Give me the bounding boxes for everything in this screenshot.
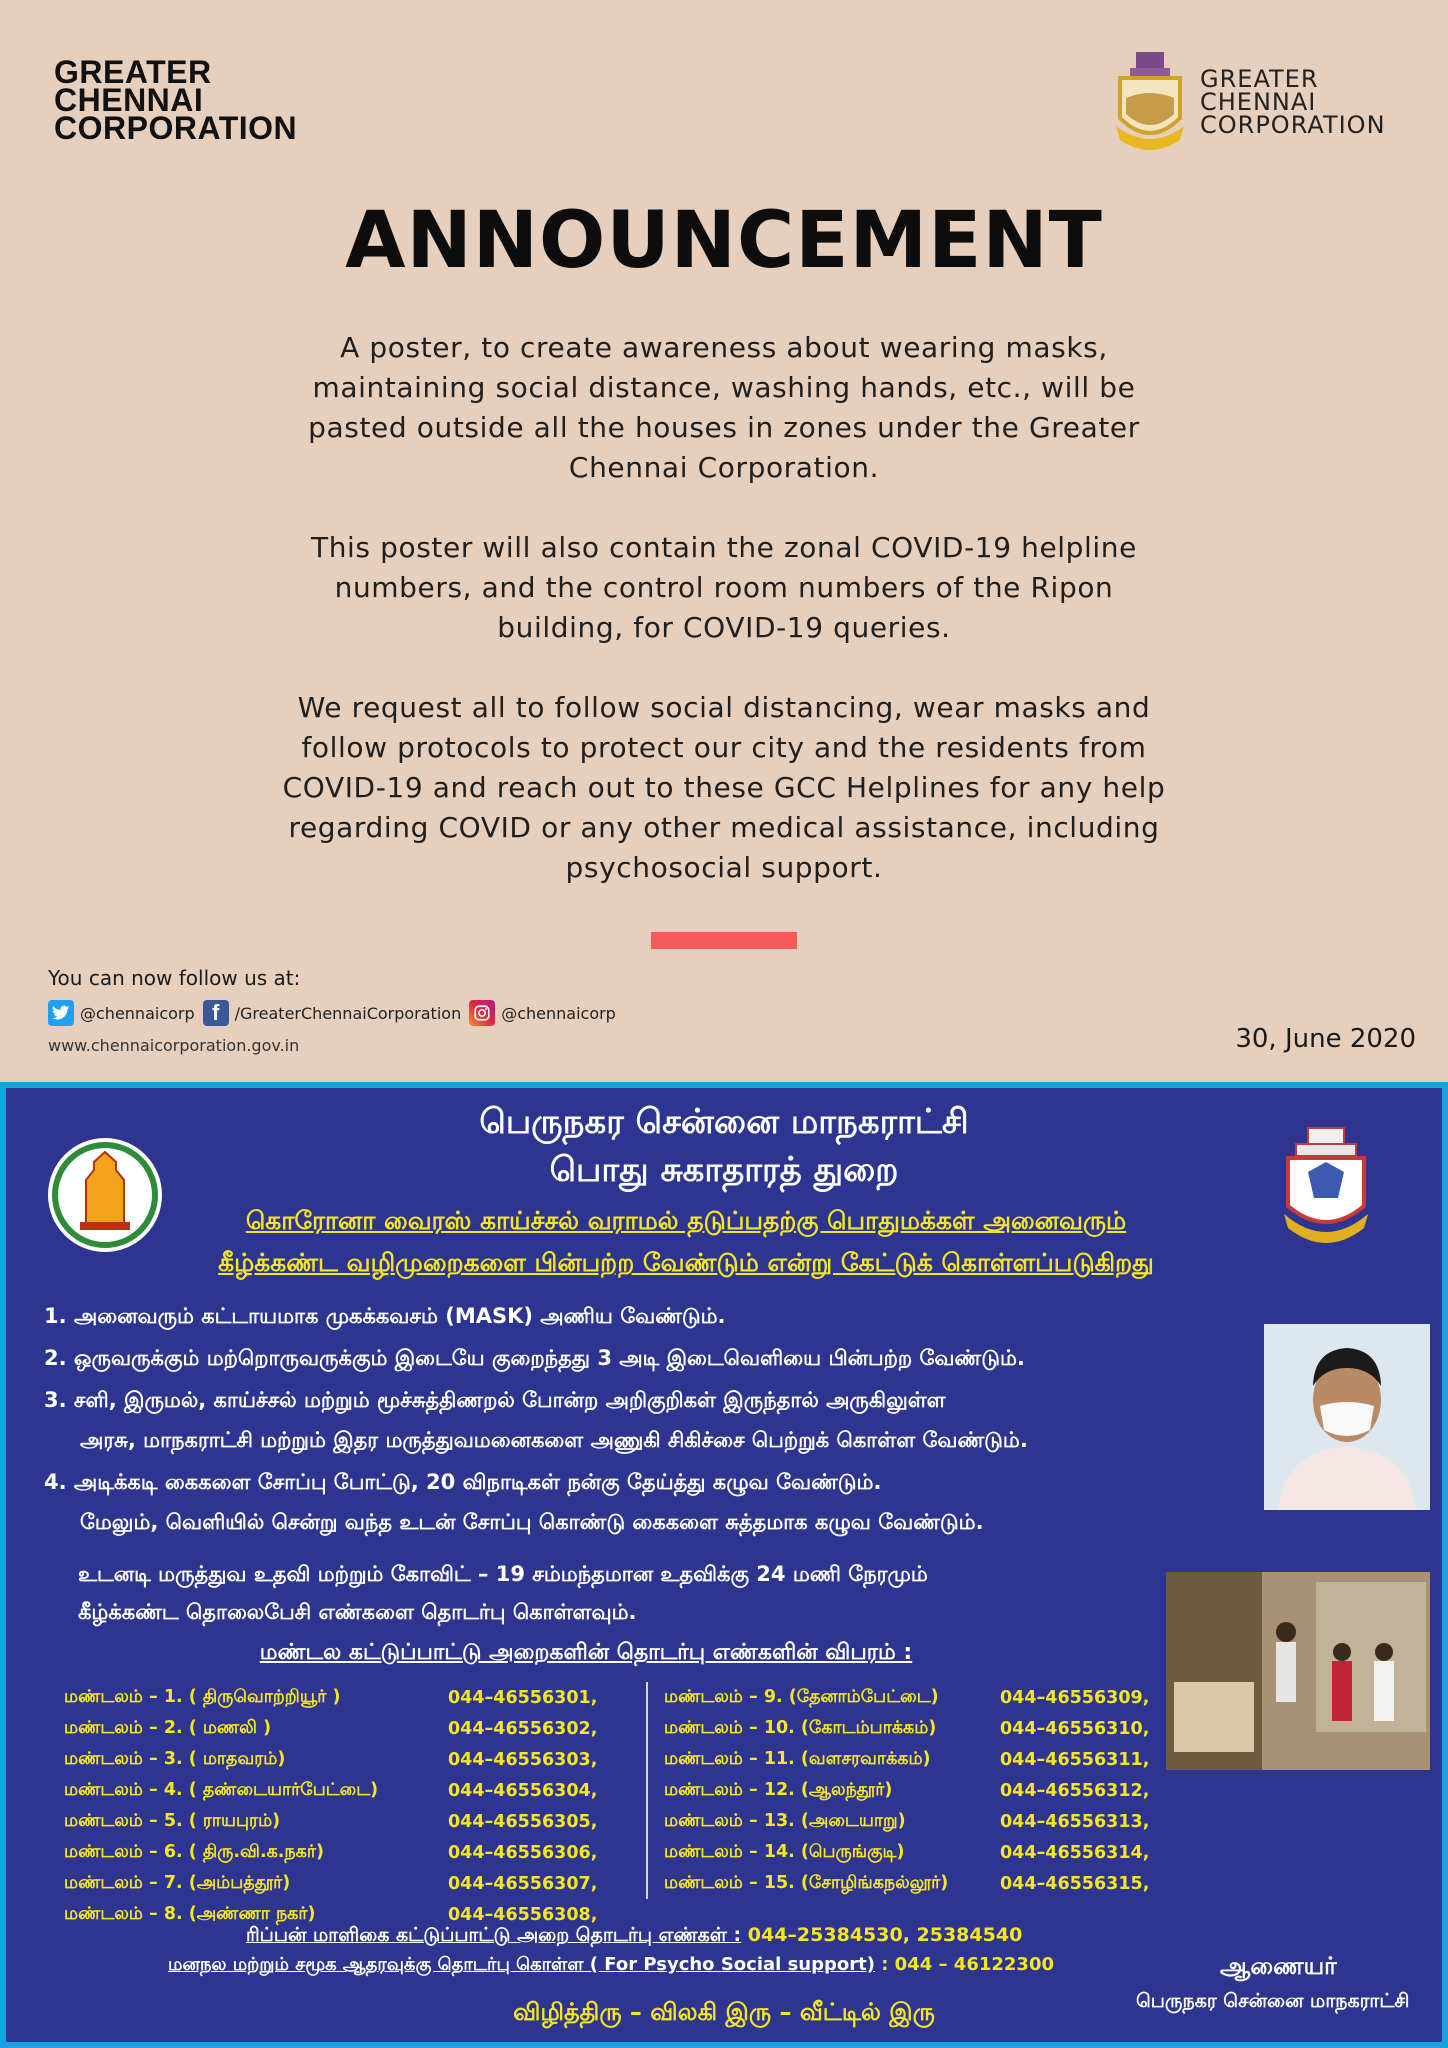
commissioner-org: பெருநகர சென்னை மாநகராட்சி — [1136, 1990, 1410, 2012]
psycho-social-support — [168, 1954, 1054, 1977]
brand-left-line: GREATER — [54, 54, 212, 90]
psycho-number: : 044 – 46122300 — [874, 1954, 1054, 1975]
website-link[interactable]: www.chennaicorporation.gov.in — [48, 1036, 300, 1055]
announcement-paragraph: A poster, to create awareness about wearing masks, maintaining social distance, washing hands, etc., will be pasted outside all the houses in zones under the Greater Chennai Corporation. — [308, 331, 1140, 484]
zone-row — [664, 1837, 1166, 1868]
zone-name: மண்டலம் – 13. (அடையாறு) — [664, 1810, 906, 1831]
relief-distribution-photo — [1166, 1572, 1430, 1770]
corporation-crest-icon — [1278, 1122, 1374, 1252]
zone-list-right — [646, 1682, 1166, 1899]
poster-subtitle: கொரோனா வைரஸ் காய்ச்சல் வராமல் தடுப்பதற்கு பொதுமக்கள் அனைவரும் — [245, 1206, 1127, 1235]
brand-left-line: CHENNAI — [54, 82, 204, 118]
page-title: ANNOUNCEMENT — [345, 196, 1103, 286]
twitter-icon[interactable] — [48, 1000, 74, 1026]
zone-row — [64, 1713, 624, 1744]
zone-name: மண்டலம் – 10. (கோடம்பாக்கம்) — [664, 1717, 937, 1738]
zone-number: 044–46556302, — [448, 1718, 598, 1739]
zone-number: 044–46556312, — [1000, 1780, 1150, 1801]
ripon-number: 044–25384530, 25384540 — [741, 1924, 1023, 1946]
announcement-body — [274, 328, 1174, 928]
twitter-handle[interactable]: @chennaicorp — [80, 1003, 195, 1023]
guideline-item: 1. அனைவரும் கட்டாயமாக முகக்கவசம் (MASK) அணிய வேண்டும். — [44, 1304, 726, 1328]
masked-man-photo — [1264, 1324, 1430, 1510]
zone-number: 044–46556315, — [1000, 1873, 1150, 1894]
zone-row — [64, 1775, 624, 1806]
poster-title: பெருநகர சென்னை மாநகராட்சி — [479, 1102, 969, 1142]
zone-name: மண்டலம் – 12. (ஆலந்தூர்) — [664, 1779, 893, 1800]
accent-divider — [651, 932, 797, 949]
zone-row — [64, 1868, 624, 1899]
zone-row — [664, 1744, 1166, 1775]
brand-wordmark-left — [54, 54, 298, 146]
announcement-paragraph: We request all to follow social distancing, wear masks and follow protocols to protect our city and the residents from COVID-19 and reach out to these GCC Helplines for any help regarding COVID or any other medical assistance, including psychosocial support. — [282, 691, 1166, 884]
facebook-icon[interactable]: f — [203, 1000, 229, 1026]
zone-number: 044–46556301, — [448, 1687, 598, 1708]
zone-number: 044–46556310, — [1000, 1718, 1150, 1739]
guideline-item: மேலும், வெளியில் சென்று வந்த உடன் சோப்பு கொண்டு கைகளை சுத்தமாக கழுவ வேண்டும். — [80, 1510, 984, 1534]
psycho-label: மனநல மற்றும் சமூக ஆதரவுக்கு தொடர்பு கொள்ள ( For Psycho Social support) — [168, 1954, 875, 1975]
zone-row — [664, 1775, 1166, 1806]
zone-number: 044–46556311, — [1000, 1749, 1150, 1770]
instagram-icon[interactable] — [469, 1000, 495, 1026]
zone-row — [664, 1682, 1166, 1713]
zone-number: 044–46556313, — [1000, 1811, 1150, 1832]
zone-row — [664, 1806, 1166, 1837]
zone-name: மண்டலம் – 8. (அண்ணா நகர்) — [64, 1903, 316, 1924]
brand-right-line: GREATER — [1200, 65, 1319, 93]
brand-wordmark-right — [1200, 65, 1386, 139]
social-links — [48, 1000, 624, 1026]
zone-row — [664, 1868, 1166, 1899]
zone-name: மண்டலம் – 2. ( மணலி ) — [64, 1717, 272, 1738]
zone-number: 044–46556304, — [448, 1780, 598, 1801]
commissioner-title: ஆணையர் — [1220, 1952, 1337, 1980]
zone-number: 044–46556309, — [1000, 1687, 1150, 1708]
poster-subtitle: கீழ்க்கண்ட வழிமுறைகளை பின்பற்ற வேண்டும் என்று கேட்டுக் கொள்ளப்படுகிறது — [218, 1248, 1154, 1277]
zone-row — [64, 1744, 624, 1775]
zone-name: மண்டலம் – 3. ( மாதவரம்) — [64, 1748, 286, 1769]
poster-department: பொது சுகாதாரத் துறை — [549, 1150, 899, 1190]
ripon-control-room — [246, 1924, 1022, 1949]
brand-right-line: CORPORATION — [1200, 111, 1386, 139]
zone-number: 044–46556306, — [448, 1842, 598, 1863]
zone-name: மண்டலம் – 11. (வளசரவாக்கம்) — [664, 1748, 931, 1769]
guideline-item: 4. அடிக்கடி கைகளை சோப்பு போட்டு, 20 விநாடிகள் நன்கு தேய்த்து கழுவ வேண்டும். — [44, 1470, 882, 1494]
zone-name: மண்டலம் – 14. (பெருங்குடி) — [664, 1841, 905, 1862]
guideline-item: 3. சளி, இருமல், காய்ச்சல் மற்றும் மூச்சுத்திணறல் போன்ற அறிகுறிகள் இருந்தால் அருகிலுள்ள — [44, 1388, 946, 1412]
follow-label: You can now follow us at: — [48, 966, 301, 990]
zone-row — [64, 1682, 624, 1713]
zone-name: மண்டலம் – 9. (தேனாம்பேட்டை) — [664, 1686, 939, 1707]
zone-number: 044–46556303, — [448, 1749, 598, 1770]
zone-row — [64, 1806, 624, 1837]
announcement-date: 30, June 2020 — [1235, 1024, 1416, 1054]
guideline-item: 2. ஒருவருக்கும் மற்றொருவருக்கும் இடையே குறைந்தது 3 அடி இடைவெளியை பின்பற்ற வேண்டும். — [44, 1346, 1025, 1370]
brand-left-line: CORPORATION — [54, 110, 298, 146]
ripon-label: ரிப்பன் மாளிகை கட்டுப்பாட்டு அறை தொடர்பு எண்கள் : — [246, 1924, 742, 1946]
guideline-item: அரசு, மாநகராட்சி மற்றும் இதர மருத்துவமனைகளை அணுகி சிகிச்சை பெற்றுக் கொள்ள வேண்டும். — [80, 1428, 1028, 1452]
facebook-handle[interactable]: /GreaterChennaiCorporation — [234, 1003, 462, 1023]
control-room-heading: மண்டல கட்டுப்பாட்டு அறைகளின் தொடர்பு எண்களின் விபரம் : — [259, 1640, 913, 1665]
zone-name: மண்டலம் – 4. ( தண்டையார்பேட்டை) — [64, 1779, 379, 1800]
zone-name: மண்டலம் – 15. (சோழிங்கநல்லூர்) — [664, 1872, 949, 1893]
zone-row — [664, 1713, 1166, 1744]
announcement-paragraph: This poster will also contain the zonal COVID-19 helpline numbers, and the control room numbers of the Ripon building, for COVID-19 queries. — [311, 531, 1137, 644]
zone-name: மண்டலம் – 7. (அம்பத்தூர்) — [64, 1872, 291, 1893]
zone-number: 044–46556307, — [448, 1873, 598, 1894]
brand-right-line: CHENNAI — [1200, 88, 1317, 116]
zone-name: மண்டலம் – 6. ( திரு.வி.க.நகர்) — [64, 1841, 324, 1862]
zone-number: 044–46556308, — [448, 1904, 598, 1925]
poster-slogan: விழித்திரு – விலகி இரு – வீட்டில் இரு — [513, 1998, 935, 2026]
zone-number: 044–46556314, — [1000, 1842, 1150, 1863]
helpline-info: கீழ்க்கண்ட தொலைபேசி எண்களை தொடர்பு கொள்ளவும். — [78, 1600, 637, 1624]
instagram-handle[interactable]: @chennaicorp — [501, 1003, 616, 1023]
zone-name: மண்டலம் – 5. ( ராயபுரம்) — [64, 1810, 281, 1831]
corporation-emblem-icon — [1110, 48, 1190, 158]
covid-awareness-poster — [0, 1082, 1448, 2048]
zone-number: 044–46556305, — [448, 1811, 598, 1832]
zone-list-left — [64, 1682, 624, 1930]
zone-name: மண்டலம் – 1. ( திருவொற்றியூர் ) — [64, 1686, 341, 1707]
helpline-info: உடனடி மருத்துவ உதவி மற்றும் கோவிட் – 19 சம்மந்தமான உதவிக்கு 24 மணி நேரமும் — [78, 1562, 928, 1586]
zone-row — [64, 1837, 624, 1868]
